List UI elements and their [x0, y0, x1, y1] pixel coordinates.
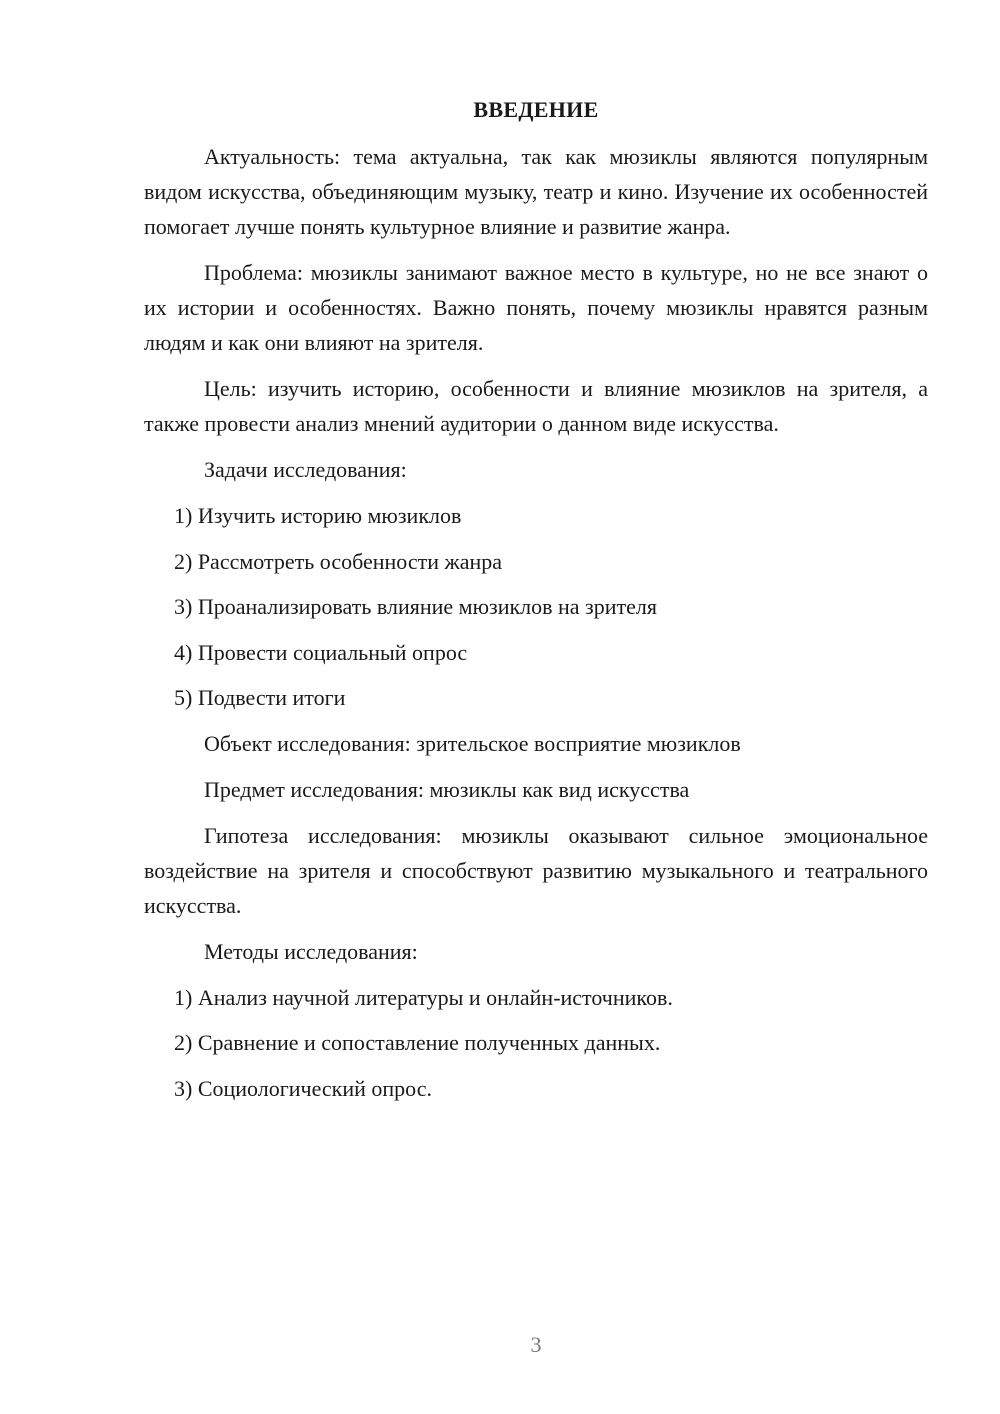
methods-heading: Методы исследования:	[204, 938, 418, 964]
tasks-heading: Задачи исследования:	[204, 457, 407, 482]
relevance-paragraph: Актуальность: тема актуальна, так как мюзиклы являются популярным видом искусства, объединяющим музыку, театр и кино. Изучение их особенностей помогает лучше понять культурное влияние и развитие жанра.	[144, 144, 928, 239]
page-content	[144, 92, 928, 1116]
research-subject: Предмет исследования: мюзиклы как вид искусства	[204, 776, 690, 802]
research-object: Объект исследования: зрительское восприятие мюзиклов	[204, 730, 741, 756]
task-item: 1) Изучить историю мюзиклов	[174, 503, 462, 528]
task-item: 4) Провести социальный опрос	[174, 639, 468, 665]
hypothesis-paragraph: Гипотеза исследования: мюзиклы оказывают сильное эмоциональное воздействие на зрителя и способствуют развитию музыкального и театрального искусства.	[144, 822, 928, 918]
method-item: 3) Социологический опрос.	[174, 1075, 432, 1101]
method-item: 1) Анализ научной литературы и онлайн-источников.	[174, 984, 673, 1010]
method-item: 2) Сравнение и сопоставление полученных данных.	[174, 1030, 661, 1055]
section-title: ВВЕДЕНИЕ	[473, 97, 599, 122]
page-number: 3	[530, 1332, 542, 1357]
task-item: 5) Подвести итоги	[174, 685, 346, 710]
methods-list	[144, 980, 928, 1106]
goal-paragraph: Цель: изучить историю, особенности и влияние мюзиклов на зрителя, а также провести анализ мнений аудитории о данном виде искусства.	[144, 376, 928, 436]
task-item: 3) Проанализировать влияние мюзиклов на зрителя	[174, 594, 658, 619]
problem-paragraph: Проблема: мюзиклы занимают важное место в культуре, но не все знают о их истории и особенностях. Важно понять, почему мюзиклы нравятся разным людям и как они влияют на зрителя.	[144, 260, 928, 355]
task-item: 2) Рассмотреть особенности жанра	[174, 548, 503, 574]
tasks-list	[144, 498, 928, 715]
